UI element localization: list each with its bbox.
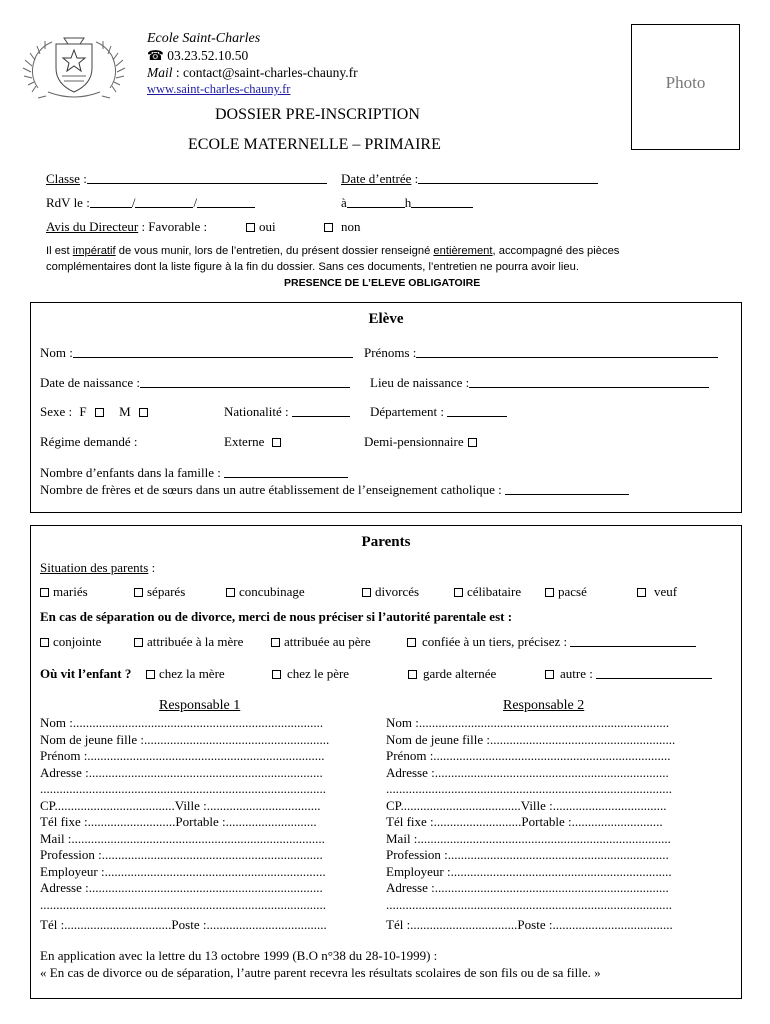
demi-pension-option[interactable] [364,434,481,450]
footer-application: En application avec la lettre du 13 octobre 1999 (B.O n°38 du 28-10-1999) : [40,948,438,963]
autorite-conjointe[interactable] [40,634,101,650]
notice-text-b: de vous munir, lors de l’entretien, du présent dossier renseigné [115,245,434,257]
resp1-employeur[interactable]: Employeur :.................................................................... [40,863,326,879]
rdv-h: h [404,195,412,210]
autorite-pere-checkbox[interactable] [271,638,280,647]
avis-directeur [46,219,207,235]
website-link[interactable]: www.saint-charles-chauny.fr [147,82,291,96]
eleve-nom-label: Nom : [40,345,73,360]
resp2-cp-ville[interactable]: CP.....................................Ville :................................... [386,797,667,813]
rdv-slash-2: / [193,195,198,210]
resp1-adresse-employeur[interactable]: Adresse :........................................................................ [40,880,323,895]
resp2-employeur[interactable]: Employeur :.................................................................... [386,863,672,879]
nb-enfants-field[interactable] [40,465,348,481]
sexe-m-label: M [119,404,131,419]
notice-presence: PRESENCE DE L’ELEVE OBLIGATOIRE [284,277,481,289]
resp1-adresse-suite[interactable]: ........................................................................................ [40,781,326,796]
departement-label: Département : [370,404,444,419]
notice-text-c: , accompagné des pièces [492,245,620,257]
situation-divorce[interactable] [362,584,419,600]
school-logo [18,26,130,100]
nationalite-field[interactable] [224,404,350,420]
photo-label: Photo [665,73,706,92]
vit-pere-label: chez le père [287,666,350,681]
situation-celibataire[interactable] [454,584,521,600]
rdv-label: RdV le : [46,195,90,210]
situation-label-text: Situation des parents [40,560,149,575]
situation-veuf-label: veuf [654,584,678,599]
sexe-m-checkbox[interactable] [139,408,148,417]
avis-oui-option[interactable] [246,219,276,235]
resp2-adresse-employeur-suite[interactable]: ........................................................................................ [386,896,672,912]
eleve-prenoms-label: Prénoms : [364,345,417,360]
autorite-pere[interactable] [271,634,371,650]
eleve-prenoms-field[interactable] [364,345,718,361]
resp1-adresse[interactable]: Adresse :........................................................................ [40,764,323,780]
vit-autre-label: autre : [560,666,593,681]
autorite-mere-checkbox[interactable] [134,638,143,647]
responsable-1-fields[interactable] [40,715,329,934]
vit-mere-label: chez la mère [159,666,225,681]
situation-veuf[interactable] [637,584,677,600]
classe-field[interactable] [46,171,327,187]
classe-label: Classe [46,171,80,186]
classe-colon: : [79,171,87,186]
situation-separe[interactable] [134,584,185,600]
date-entree-colon: : [411,171,419,186]
eleve-section [30,302,742,513]
vit-autre[interactable] [545,666,712,682]
resp1-mail[interactable]: Mail :.............................................................................. [40,830,325,846]
resp1-tel-poste[interactable]: Tél :.................................Poste :..................................... [40,917,327,932]
avis-oui-checkbox[interactable] [246,223,255,232]
situation-marie-label: mariés [53,584,88,599]
situation-divorce-label: divorcés [375,584,420,599]
autorite-question: En cas de séparation ou de divorce, merci de nous préciser si l’autorité parentale est : [40,609,513,624]
mail-address: : contact@saint-charles-chauny.fr [172,65,358,80]
vit-question: Où vit l’enfant ? [40,666,132,681]
resp2-adresse-suite[interactable]: ........................................................................................ [386,781,672,796]
notice-imperatif: impératif [72,245,116,257]
date-entree-label: Date d’entrée [341,171,412,186]
vit-mere[interactable] [146,666,225,682]
photo-box [631,24,740,150]
regime-label: Régime demandé : [40,434,138,449]
resp1-nom-jeune-fille[interactable]: Nom de jeune fille :......................................................... [40,731,330,747]
externe-checkbox[interactable] [272,438,281,447]
school-name: Ecole Saint-Charles [147,31,261,46]
mail-label: Mail [147,65,173,80]
demi-pension-checkbox[interactable] [468,438,477,447]
situation-separe-checkbox[interactable] [134,588,143,597]
phone-number: 03.23.52.10.50 [167,48,249,63]
responsable-2-title: Responsable 2 [503,698,585,713]
nationalite-label: Nationalité : [224,404,289,419]
notice-text-a: Il est [46,245,73,257]
vit-pere[interactable] [272,666,349,682]
autorite-tiers-label: confiée à un tiers, précisez : [422,634,568,649]
avis-non-checkbox[interactable] [324,223,333,232]
footer-divorce-note: « En cas de divorce ou de séparation, l’autre parent recevra les résultats scolaires de son fils ou de sa fille. » [40,965,601,980]
date-naissance-field[interactable] [40,375,350,391]
situation-pacse-checkbox[interactable] [545,588,554,597]
situation-colon: : [148,560,156,575]
nb-enfants-label: Nombre d’enfants dans la famille : [40,465,221,480]
phone-icon: ☎ [147,48,164,63]
resp2-adresse[interactable]: Adresse :........................................................................ [386,764,669,780]
sexe-field [40,404,152,420]
situation-concubinage-checkbox[interactable] [226,588,235,597]
vit-alternee[interactable] [408,666,496,682]
vit-alternee-label: garde alternée [423,666,497,681]
autorite-mere[interactable] [134,634,243,650]
notice-line-2: complémentaires dont la liste figure à la fin du dossier. Sans ces documents, l’entretien ne pourra avoir lieu. [46,261,579,273]
vit-alternee-checkbox[interactable] [408,670,417,679]
situation-pacse[interactable] [545,584,587,600]
autorite-conjointe-checkbox[interactable] [40,638,49,647]
avis-non-label: non [341,219,361,234]
sexe-f-label: F [79,404,87,419]
lieu-naissance-field[interactable] [370,375,709,391]
rdv-slash-1: / [131,195,136,210]
autorite-pere-label: attribuée au père [284,634,371,649]
notice-line-1 [46,245,619,257]
resp2-prenom[interactable]: Prénom :......................................................................... [386,748,671,763]
eleve-title: Elève [368,311,404,327]
responsable-1-title: Responsable 1 [159,698,241,713]
situation-divorce-checkbox[interactable] [362,588,371,597]
parents-section [30,525,742,999]
rdv-field[interactable] [46,195,255,211]
responsable-2-fields[interactable] [386,715,675,934]
vit-autre-checkbox[interactable] [545,670,554,679]
title-ecole: ECOLE MATERNELLE – PRIMAIRE [188,136,441,153]
avis-oui-label: oui [259,219,276,234]
avis-label: Avis du Directeur [46,219,139,234]
parents-title: Parents [361,534,411,550]
mail-line [147,65,358,81]
notice-entierement: entièrement [433,245,493,257]
autorite-tiers[interactable] [407,634,696,650]
resp2-tel-poste[interactable]: Tél :.................................Poste :..................................... [386,917,673,932]
resp2-tel-portable[interactable]: Tél fixe :...........................Portable :............................ [386,814,663,829]
rdv-time-field[interactable] [341,195,473,211]
sexe-f-checkbox[interactable] [95,408,104,417]
rdv-a: à [341,195,347,210]
date-entree-field[interactable] [341,171,598,187]
nb-freres-field[interactable] [40,482,629,498]
situation-veuf-checkbox[interactable] [637,588,646,597]
resp2-mail[interactable]: Mail :.............................................................................. [386,830,671,846]
avis-non-option[interactable] [324,219,361,235]
situation-concubinage-label: concubinage [239,584,305,599]
situation-marie[interactable] [40,584,88,600]
departement-field[interactable] [370,404,507,420]
autorite-conjointe-label: conjointe [53,634,102,649]
nb-freres-label: Nombre de frères et de sœurs dans un autre établissement de l’enseignement catholique : [40,482,502,497]
resp1-profession[interactable]: Profession :.................................................................... [40,847,323,862]
externe-option[interactable] [224,434,285,450]
resp2-nom[interactable]: Nom :............................................................................. [386,715,670,730]
date-naissance-label: Date de naissance : [40,375,140,390]
resp2-profession[interactable]: Profession :.................................................................... [386,847,669,862]
eleve-nom-field[interactable] [40,345,353,361]
resp2-nom-jeune-fille[interactable]: Nom de jeune fille :......................................................... [386,731,676,747]
phone-line [147,48,248,64]
situation-celibataire-checkbox[interactable] [454,588,463,597]
situation-celibataire-label: célibataire [467,584,522,599]
resp1-prenom[interactable]: Prénom :......................................................................... [40,748,325,763]
sexe-label: Sexe : [40,404,73,419]
situation-separe-label: séparés [147,584,186,599]
resp1-adresse-employeur-suite[interactable]: ........................................................................................ [40,896,326,912]
situation-marie-checkbox[interactable] [40,588,49,597]
title-dossier: DOSSIER PRE-INSCRIPTION [215,106,420,123]
situation-concubinage[interactable] [226,584,305,600]
situation-pacse-label: pacsé [558,584,587,599]
autorite-tiers-checkbox[interactable] [407,638,416,647]
demi-pension-label: Demi-pensionnaire [364,434,464,449]
autorite-mere-label: attribuée à la mère [147,634,244,649]
vit-mere-checkbox[interactable] [146,670,155,679]
resp2-adresse-employeur[interactable]: Adresse :........................................................................ [386,880,669,895]
situation-label [40,560,155,576]
resp1-nom[interactable]: Nom :............................................................................. [40,715,324,730]
avis-favorable: : Favorable : [138,219,208,234]
resp1-cp-ville[interactable]: CP.....................................Ville :................................... [40,797,321,813]
lieu-naissance-label: Lieu de naissance : [370,375,470,390]
resp1-tel-portable[interactable]: Tél fixe :...........................Portable :............................ [40,814,317,829]
vit-pere-checkbox[interactable] [272,670,281,679]
externe-label: Externe [224,434,265,449]
